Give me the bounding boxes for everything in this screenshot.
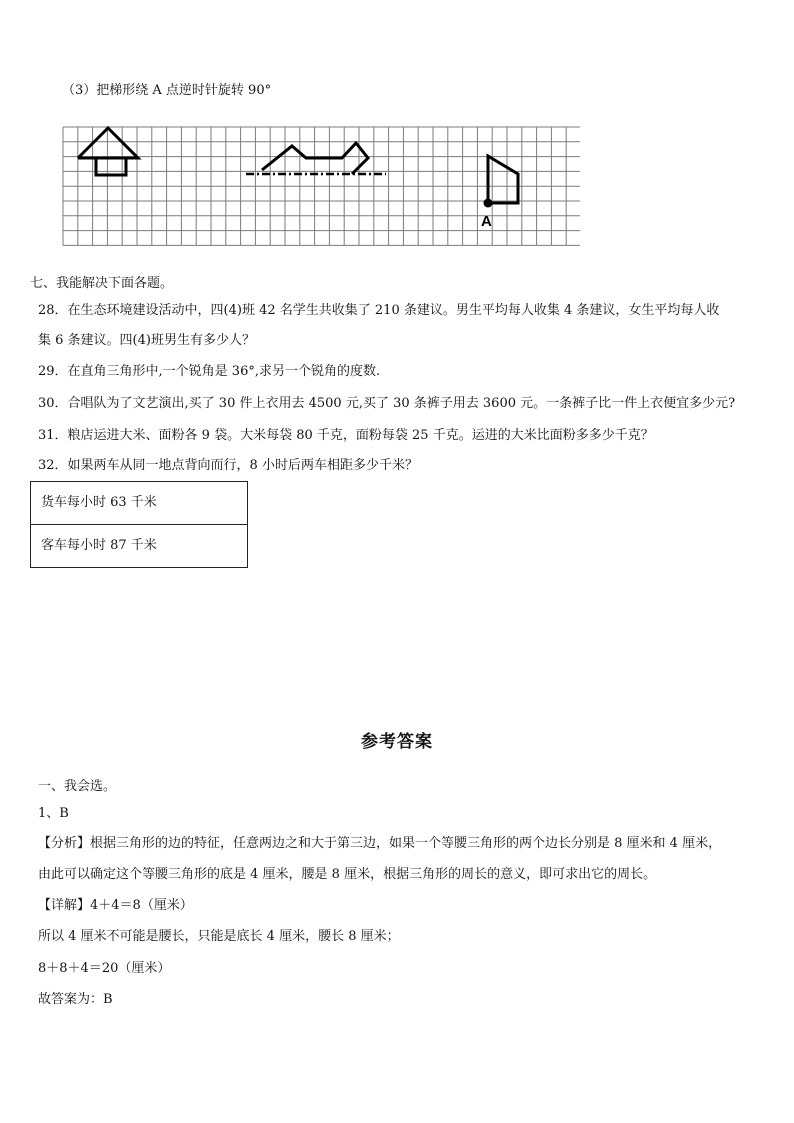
question-28-line1: 28．在生态环境建设活动中，四(4)班 42 名学生共收集了 210 条建议。男生平均每人收集 4 条建议，女生平均每人收 bbox=[38, 303, 720, 318]
table-row bbox=[31, 482, 248, 525]
answer-item-1: 1、B bbox=[38, 806, 69, 821]
instruction-rotate: （3）把梯形绕 A 点逆时针旋转 90° bbox=[62, 83, 272, 98]
section7-heading: 七、我能解决下面各题。 bbox=[30, 276, 174, 291]
table-row bbox=[31, 525, 248, 568]
detail-line2: 所以 4 厘米不可能是腰长，只能是底长 4 厘米，腰长 8 厘米； bbox=[38, 929, 400, 944]
grid-figure bbox=[62, 126, 580, 251]
answer-title: 参考答案 bbox=[361, 732, 433, 752]
answer-section1-heading: 一、我会选。 bbox=[38, 779, 117, 794]
question-30: 30．合唱队为了文艺演出,买了 30 件上衣用去 4500 元,买了 30 条裤子用去 3600 元。一条裤子比一件上衣便宜多少元? bbox=[38, 396, 736, 411]
bus-speed-cell: 客车每小时 87 千米 bbox=[31, 525, 248, 568]
analysis-line2: 由此可以确定这个等腰三角形的底是 4 厘米，腰是 8 厘米，根据三角形的周长的意义，即可求出它的周长。 bbox=[38, 867, 657, 882]
house-shape bbox=[78, 128, 138, 175]
question-31: 31．粮店运进大米、面粉各 9 袋。大米每袋 80 千克，面粉每袋 25 千克。运进的大米比面粉多多少千克？ bbox=[38, 428, 654, 443]
question-28-line2: 集 6 条建议。四(4)班男生有多少人？ bbox=[38, 333, 255, 348]
point-a-marker bbox=[484, 199, 493, 208]
truck-speed-cell: 货车每小时 63 千米 bbox=[31, 482, 248, 525]
detail-line3: 8＋8＋4＝20（厘米） bbox=[38, 961, 171, 976]
conclusion-line: 故答案为：B bbox=[38, 992, 113, 1007]
point-a-label: A bbox=[481, 213, 492, 230]
detail-line1: 【详解】4＋4＝8（厘米） bbox=[38, 898, 193, 913]
grid-lines bbox=[63, 127, 580, 245]
question-29: 29．在直角三角形中,一个锐角是 36°,求另一个锐角的度数. bbox=[38, 364, 381, 379]
speed-table bbox=[30, 481, 248, 568]
analysis-line1: 【分析】根据三角形的边的特征，任意两边之和大于第三边，如果一个等腰三角形的两个边长分别是 8 厘米和 4 厘米， bbox=[38, 836, 722, 851]
question-32: 32．如果两车从同一地点背向而行，8 小时后两车相距多少千米？ bbox=[38, 458, 418, 473]
